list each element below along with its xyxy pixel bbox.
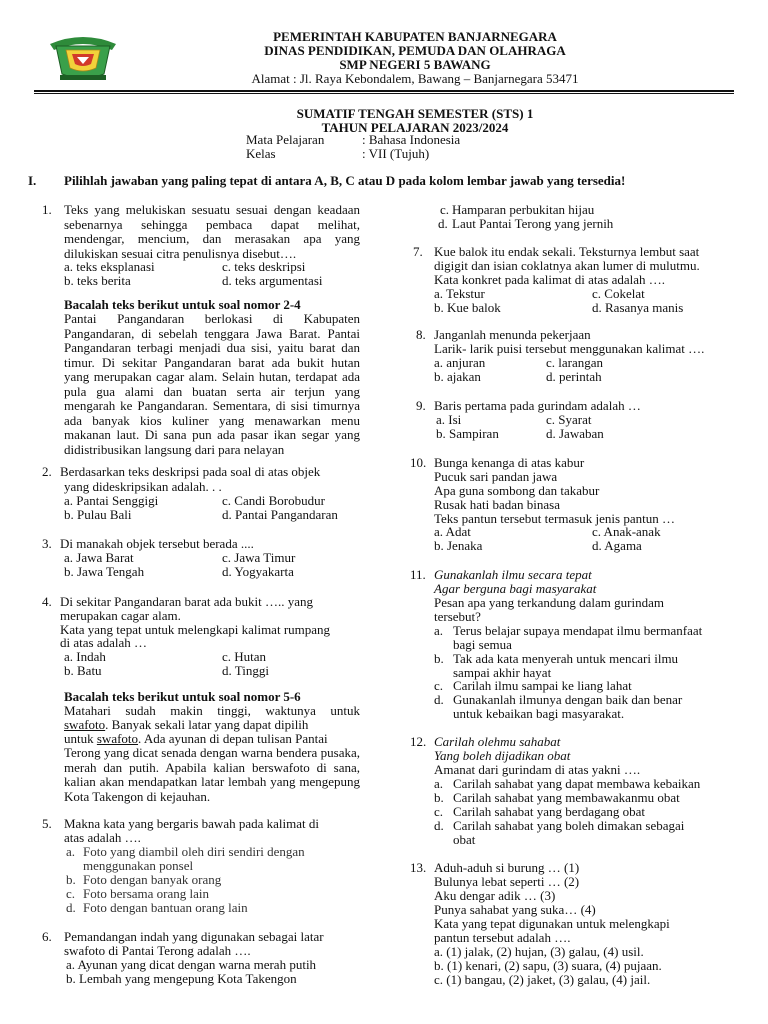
- q9-option-d: d. Jawaban: [546, 426, 604, 441]
- q1-option-c: c. teks deskripsi: [222, 259, 306, 274]
- q11-option-b-letter: b.: [434, 651, 444, 666]
- q2-line1: Berdasarkan teks deskripsi pada soal di atas objek: [60, 464, 321, 479]
- q13-option-a: a. (1) jalak, (2) hujan, (3) galau, (4) usil.: [434, 944, 644, 959]
- q13-option-c: c. (1) bangau, (2) jaket, (3) galau, (4) jail.: [434, 972, 651, 987]
- q6-option-d: Laut Pantai Terong yang jernih: [452, 216, 614, 231]
- q5-line2: atas adalah ….: [64, 830, 141, 845]
- q7-line3: Kata konkret pada kalimat di atas adalah ….: [434, 272, 666, 287]
- class-value: : VII (Tujuh): [362, 146, 430, 161]
- swafoto-underlined-2: swafoto: [96, 731, 139, 746]
- q13-line4: Punya sahabat yang suka… (4): [434, 902, 596, 917]
- q7-option-c: c. Cokelat: [592, 286, 645, 301]
- q6-line2: swafoto di Pantai Terong adalah ….: [64, 943, 251, 958]
- q6-option-c-letter: c.: [440, 202, 450, 217]
- q10-option-c: c. Anak-anak: [592, 524, 661, 539]
- q11-option-b-cont: sampai akhir hayat: [453, 665, 552, 680]
- q3-option-c: c. Jawa Timur: [222, 550, 296, 565]
- q9-option-b: b. Sampiran: [436, 426, 499, 441]
- q8-option-b: b. ajakan: [434, 369, 481, 384]
- q4-number: 4.: [42, 594, 52, 609]
- q4-option-b: b. Batu: [64, 663, 102, 678]
- q3-option-a: a. Jawa Barat: [64, 550, 134, 565]
- q13-line1: Aduh-aduh si burung … (1): [434, 860, 580, 875]
- q8-number: 8.: [416, 327, 426, 342]
- q7-option-d: d. Rasanya manis: [592, 300, 684, 315]
- q5-option-c: Foto bersama orang lain: [83, 886, 209, 901]
- q1-number: 1.: [42, 202, 52, 217]
- swafoto-underlined: swafoto: [64, 717, 106, 732]
- q11-line3: Pesan apa yang terkandung dalam gurindam: [434, 595, 664, 610]
- q11-number: 11.: [410, 567, 426, 582]
- q11-option-d-cont: untuk kebaikan bagi masyarakat.: [453, 706, 625, 721]
- q2-option-c: c. Candi Borobudur: [222, 493, 325, 508]
- q10-line1: Bunga kenanga di atas kabur: [434, 455, 585, 470]
- q10-line5: Teks pantun tersebut termasuk jenis pantun …: [434, 511, 675, 526]
- q5-option-d: Foto dengan bantuan orang lain: [83, 900, 248, 915]
- q9-text: Baris pertama pada gurindam adalah …: [434, 398, 641, 413]
- q11-option-b: Tak ada kata menyerah untuk mencari ilmu: [453, 651, 679, 666]
- q5-number: 5.: [42, 816, 52, 831]
- q11-option-a-letter: a.: [434, 623, 444, 638]
- q12-option-d: Carilah sahabat yang boleh dimakan sebagai: [453, 818, 685, 833]
- q2-option-d: d. Pantai Pangandaran: [222, 507, 338, 522]
- q5-option-a: Foto yang diambil oleh diri sendiri dengan: [83, 844, 305, 859]
- q8-line1: Janganlah menunda pekerjaan: [434, 327, 591, 342]
- q4-line1: Di sekitar Pangandaran barat ada bukit ….. yang: [60, 594, 314, 609]
- q7-number: 7.: [413, 244, 423, 259]
- header-divider-thin: [34, 93, 734, 94]
- q7-option-b: b. Kue balok: [434, 300, 501, 315]
- q4-line3: Kata yang tepat untuk melengkapi kalimat rumpang: [60, 622, 331, 637]
- q12-option-d-cont: obat: [453, 832, 476, 847]
- header-government: PEMERINTAH KABUPATEN BANJARNEGARA: [273, 29, 557, 44]
- header-divider: [34, 90, 734, 92]
- exam-title: SUMATIF TENGAH SEMESTER (STS) 1: [296, 106, 534, 121]
- instruction-numeral: I.: [28, 173, 37, 188]
- q1-option-b: b. teks berita: [64, 273, 131, 288]
- q12-line3: Amanat dari gurindam di atas yakni ….: [434, 762, 641, 777]
- q5-option-d-letter: d.: [66, 900, 76, 915]
- passage2-heading: Bacalah teks berikut untuk soal nomor 5-6: [64, 689, 301, 704]
- q4-line4: di atas adalah …: [60, 635, 147, 650]
- q10-number: 10.: [410, 455, 427, 470]
- q3-number: 3.: [42, 536, 52, 551]
- q11-option-c: Carilah ilmu sampai ke liang lahat: [453, 678, 632, 693]
- exam-year: TAHUN PELAJARAN 2023/2024: [321, 120, 509, 135]
- q5-option-a-cont: menggunakan ponsel: [83, 858, 194, 873]
- q9-number: 9.: [416, 398, 426, 413]
- q12-option-d-letter: d.: [434, 818, 444, 833]
- q10-line4: Rusak hati badan binasa: [434, 497, 560, 512]
- q11-option-a-cont: bagi semua: [453, 637, 512, 652]
- q2-option-b: b. Pulau Bali: [64, 507, 132, 522]
- q4-option-c: c. Hutan: [222, 649, 267, 664]
- q10-option-b: b. Jenaka: [434, 538, 483, 553]
- q7-line2: digigit dan isian coklatnya akan lumer di mulutmu.: [434, 258, 700, 273]
- q7-option-a: a. Tekstur: [434, 286, 485, 301]
- subject-label: Mata Pelajaran: [246, 132, 325, 147]
- q4-option-d: d. Tinggi: [222, 663, 269, 678]
- q12-option-b-letter: b.: [434, 790, 444, 805]
- q13-option-b: b. (1) kenari, (2) sapu, (3) suara, (4) pujaan.: [434, 958, 662, 973]
- q10-option-d: d. Agama: [592, 538, 642, 553]
- passage2-text: Terong yang dicat senada dengan warna bendera pusaka, merah dan putih. Apabila kalian berswafoto di sana, kalian akan mendapatkan latar lembah yang mengepung Kota Takengon di kejauhan.: [64, 745, 360, 804]
- header-address: Alamat : Jl. Raya Kebondalem, Bawang – Banjarnegara 53471: [251, 71, 579, 86]
- q1-option-a: a. teks eksplanasi: [64, 259, 155, 274]
- passage2-line1: Matahari sudah makin tinggi, waktunya untuk: [64, 703, 360, 718]
- q11-option-d-letter: d.: [434, 692, 444, 707]
- q11-line4: tersebut?: [434, 609, 481, 624]
- q12-option-b: Carilah sahabat yang membawakanmu obat: [453, 790, 680, 805]
- q5-option-c-letter: c.: [66, 886, 76, 901]
- q12-number: 12.: [410, 734, 427, 749]
- q3-text: Di manakah objek tersebut berada ....: [60, 536, 254, 551]
- q6-option-b: b. Lembah yang mengepung Kota Takengon: [66, 971, 297, 986]
- q11-line2: Agar berguna bagi masyarakat: [434, 581, 597, 596]
- passage1-heading: Bacalah teks berikut untuk soal nomor 2-4: [64, 297, 301, 312]
- q10-option-a: a. Adat: [434, 524, 471, 539]
- q12-line1: Carilah olehmu sahabat: [434, 734, 561, 749]
- q8-line2: Larik- larik puisi tersebut menggunakan kalimat ….: [434, 341, 705, 356]
- q8-option-d: d. perintah: [546, 369, 602, 384]
- q9-option-a: a. Isi: [436, 412, 462, 427]
- q6-number: 6.: [42, 929, 52, 944]
- q5-option-b: Foto dengan banyak orang: [83, 872, 222, 887]
- q4-line2: merupakan cagar alam.: [60, 608, 181, 623]
- q3-option-b: b. Jawa Tengah: [64, 564, 145, 579]
- q13-line3: Aku dengar adik … (3): [434, 888, 556, 903]
- q2-line2: yang dideskripsikan adalah. . .: [64, 479, 222, 494]
- q11-line1: Gunakanlah ilmu secara tepat: [434, 567, 592, 582]
- q5-option-b-letter: b.: [66, 872, 76, 887]
- q2-number: 2.: [42, 464, 52, 479]
- q2-option-a: a. Pantai Senggigi: [64, 493, 159, 508]
- q8-option-a: a. anjuran: [434, 355, 486, 370]
- q13-line2: Bulunya lebat seperti … (2): [434, 874, 580, 889]
- q6-option-c: Hamparan perbukitan hijau: [452, 202, 595, 217]
- q6-option-a: a. Ayunan yang dicat dengan warna merah putih: [66, 957, 317, 972]
- q10-line2: Pucuk sari pandan jawa: [434, 469, 558, 484]
- q5-option-a-letter: a.: [66, 844, 76, 859]
- q11-option-a: Terus belajar supaya mendapat ilmu bermanfaat: [453, 623, 703, 638]
- q1-text: Teks yang melukiskan sesuatu sesuai dengan keadaan sebenarnya sehingga pembaca dapat melihat, mendengar, mencium, dan merasakan apa yang dilukiskan sesuai citra penulisnya disebut….: [64, 202, 360, 261]
- q8-option-c: c. larangan: [546, 355, 604, 370]
- q5-line1: Makna kata yang bergaris bawah pada kalimat di: [64, 816, 319, 831]
- q12-option-a-letter: a.: [434, 776, 444, 791]
- q4-option-a: a. Indah: [64, 649, 106, 664]
- regency-logo-icon: [46, 30, 120, 82]
- q11-option-d: Gunakanlah ilmunya dengan baik dan benar: [453, 692, 683, 707]
- q12-line2: Yang boleh dijadikan obat: [434, 748, 571, 763]
- q1-option-d: d. teks argumentasi: [222, 273, 323, 288]
- q3-option-d: d. Yogyakarta: [222, 564, 294, 579]
- passage1-text: Pantai Pangandaran berlokasi di Kabupaten Pangandaran, di sebelah tenggara Jawa Barat. Pantai Pangandaran terbagi menjadi dua sisi, yaitu barat dan timur. Di sekitar Pangandaran barat ada bukit hutan yang merupakan cagar alam. Selain hutan, terdapat ada pula gua alami dan buatan serta air terjun yang mengarah ke Pangandaran. Sementara, di sisi timurnya ada banyak kios kuliner yang menawarkan menu makanan laut. Di sana pun ada pasar ikan segar yang didistribusikan langsung dari para nelayan: [64, 311, 360, 457]
- q7-line1: Kue balok itu endak sekali. Teksturnya lembut saat: [434, 244, 700, 259]
- instruction-text: Pilihlah jawaban yang paling tepat di antara A, B, C atau D pada kolom lembar jawab yang tersedia!: [64, 173, 626, 188]
- q11-option-c-letter: c.: [434, 678, 444, 693]
- header-school: SMP NEGERI 5 BAWANG: [339, 57, 491, 72]
- q9-option-c: c. Syarat: [546, 412, 592, 427]
- q12-option-a: Carilah sahabat yang dapat membawa kebaikan: [453, 776, 701, 791]
- q13-number: 13.: [410, 860, 427, 875]
- header-agency: DINAS PENDIDIKAN, PEMUDA DAN OLAHRAGA: [264, 43, 566, 58]
- q6-option-d-letter: d.: [438, 216, 448, 231]
- passage2-line2: swafoto. Banyak sekali latar yang dapat dipilih: [64, 717, 309, 732]
- class-label: Kelas: [246, 146, 276, 161]
- q13-line6: pantun tersebut adalah ….: [434, 930, 571, 945]
- passage2-line3: untuk swafoto. Ada ayunan di depan tulisan Pantai: [64, 731, 328, 746]
- q13-line5: Kata yang tepat digunakan untuk melengkapi: [434, 916, 670, 931]
- q6-line1: Pemandangan indah yang digunakan sebagai latar: [64, 929, 324, 944]
- q10-line3: Apa guna sombong dan takabur: [434, 483, 600, 498]
- subject-value: : Bahasa Indonesia: [362, 132, 461, 147]
- q12-option-c: Carilah sahabat yang berdagang obat: [453, 804, 646, 819]
- q12-option-c-letter: c.: [434, 804, 444, 819]
